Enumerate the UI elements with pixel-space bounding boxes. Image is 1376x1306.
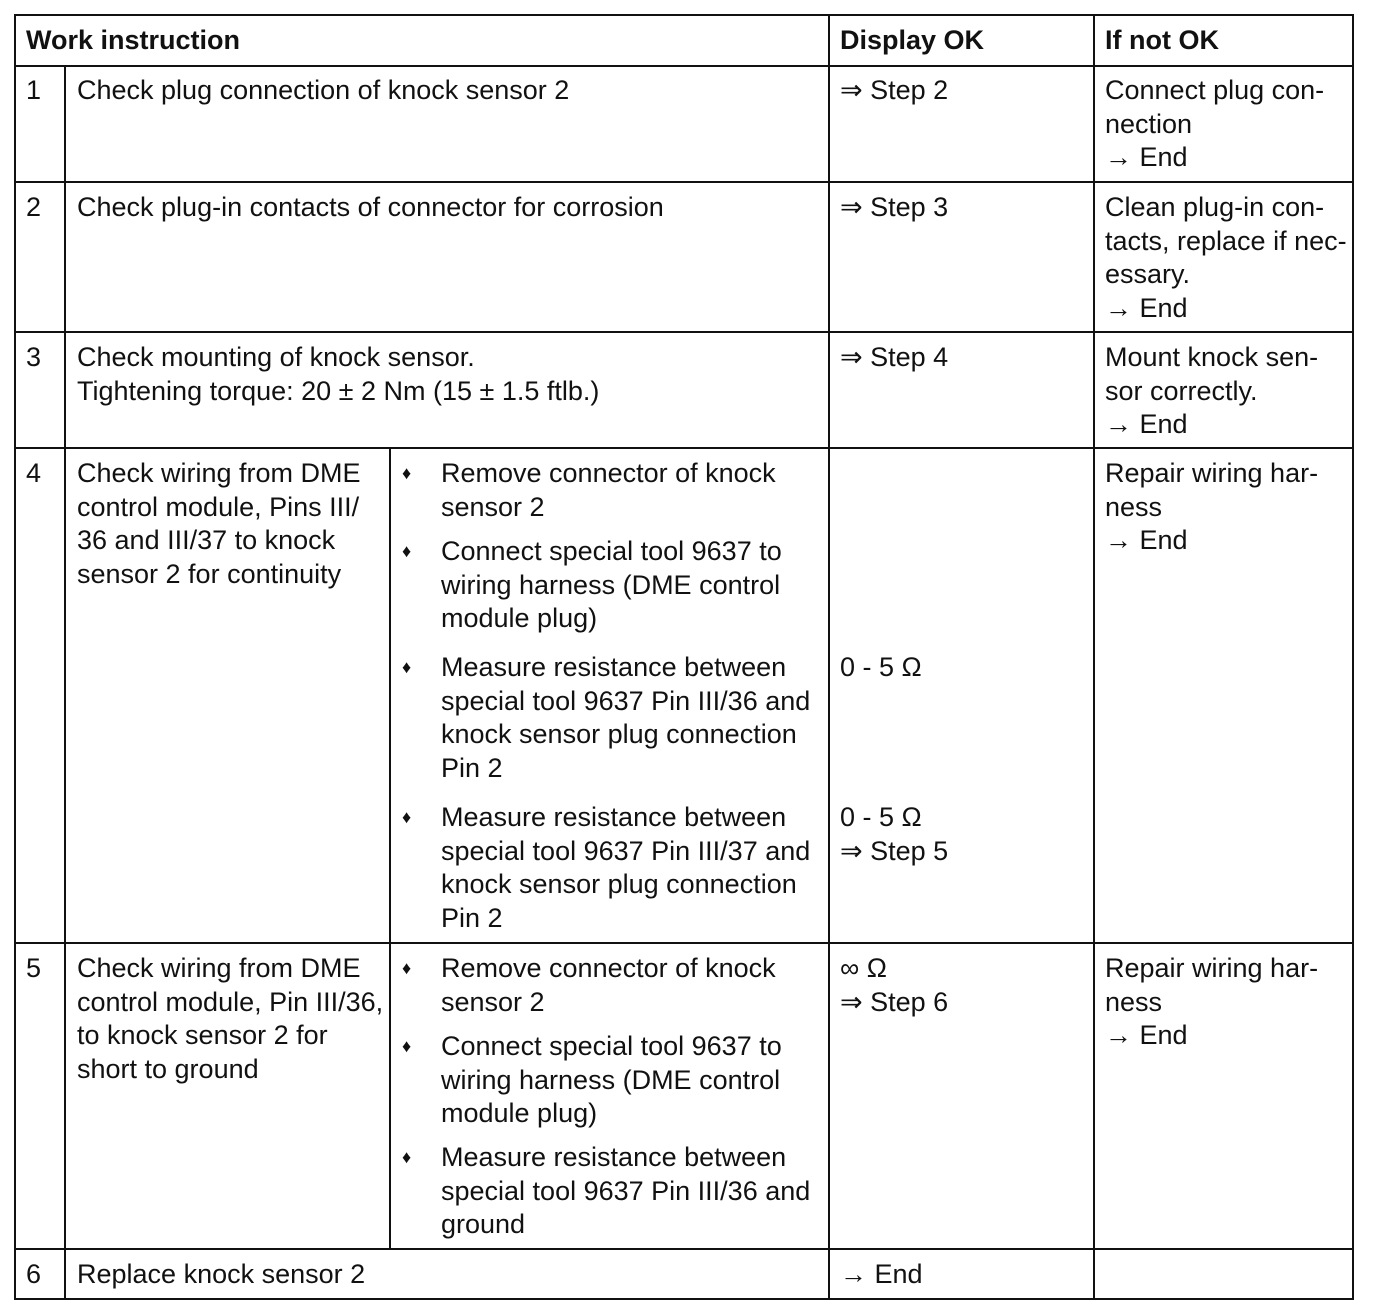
work-instruction-text: Check wiring from DME control module, Pin III/36, to knock sensor 2 for short to ground [77,953,384,1084]
display-ok-text: ∞ Ω ⇒ Step 6 [840,953,949,1017]
bullet-icon: ♦ [402,807,412,827]
work-instruction-text: Check plug connection of knock sensor 2 [77,75,570,105]
header-work-instruction: Work instruction [26,25,241,55]
step-number: 4 [26,458,42,488]
if-not-ok-text: Repair wiring har- ness → End [1105,458,1319,555]
bullet-icon: ♦ [402,541,412,561]
step-number: 1 [26,75,42,105]
work-instruction-text: Check wiring from DME control module, Pins III/ 36 and III/37 to knock sensor 2 for continuity [77,458,361,589]
bullet-icon: ♦ [402,1036,412,1056]
substep-text: Measure resistance between special tool 9637 Pin III/36 and ground [441,1142,811,1239]
bullet-icon: ♦ [402,958,412,978]
if-not-ok-text: Repair wiring har- ness → End [1105,953,1319,1050]
substep-text: Measure resistance between special tool 9637 Pin III/36 and knock sensor plug connection Pin 2 [441,652,811,783]
bullet-icon: ♦ [402,1147,412,1167]
bullet-icon: ♦ [402,657,412,677]
display-ok-text: ⇒ Step 4 [840,342,949,372]
bullet-icon: ♦ [402,463,412,483]
display-ok-text: ⇒ Step 3 [840,192,949,222]
work-instruction-text: Check mounting of knock sensor. Tightening torque: 20 ± 2 Nm (15 ± 1.5 ftlb.) [77,342,600,406]
substep-text: Connect special tool 9637 to wiring harness (DME control module plug) [441,536,782,633]
header-if-not-ok: If not OK [1105,25,1219,55]
header-display-ok: Display OK [840,25,985,55]
work-instruction-text: Replace knock sensor 2 [77,1259,366,1289]
if-not-ok-text: Clean plug-in con- tacts, replace if nec- essary. → End [1105,192,1347,323]
if-not-ok-text: Connect plug con- nection → End [1105,75,1325,172]
display-ok-text: 0 - 5 Ω [840,652,922,682]
substep-text: Connect special tool 9637 to wiring harness (DME control module plug) [441,1031,782,1128]
display-ok-text: → End [840,1259,923,1289]
display-ok-text: ⇒ Step 2 [840,75,949,105]
substep-text: Remove connector of knock sensor 2 [441,458,776,522]
step-number: 5 [26,953,42,983]
step-number: 2 [26,192,42,222]
step-number: 6 [26,1259,42,1289]
substep-text: Measure resistance between special tool 9637 Pin III/37 and knock sensor plug connection Pin 2 [441,802,811,933]
if-not-ok-text: Mount knock sen- sor correctly. → End [1105,342,1319,439]
work-instruction-text: Check plug-in contacts of connector for corrosion [77,192,664,222]
step-number: 3 [26,342,42,372]
substep-text: Remove connector of knock sensor 2 [441,953,776,1017]
display-ok-text: 0 - 5 Ω ⇒ Step 5 [840,802,949,866]
